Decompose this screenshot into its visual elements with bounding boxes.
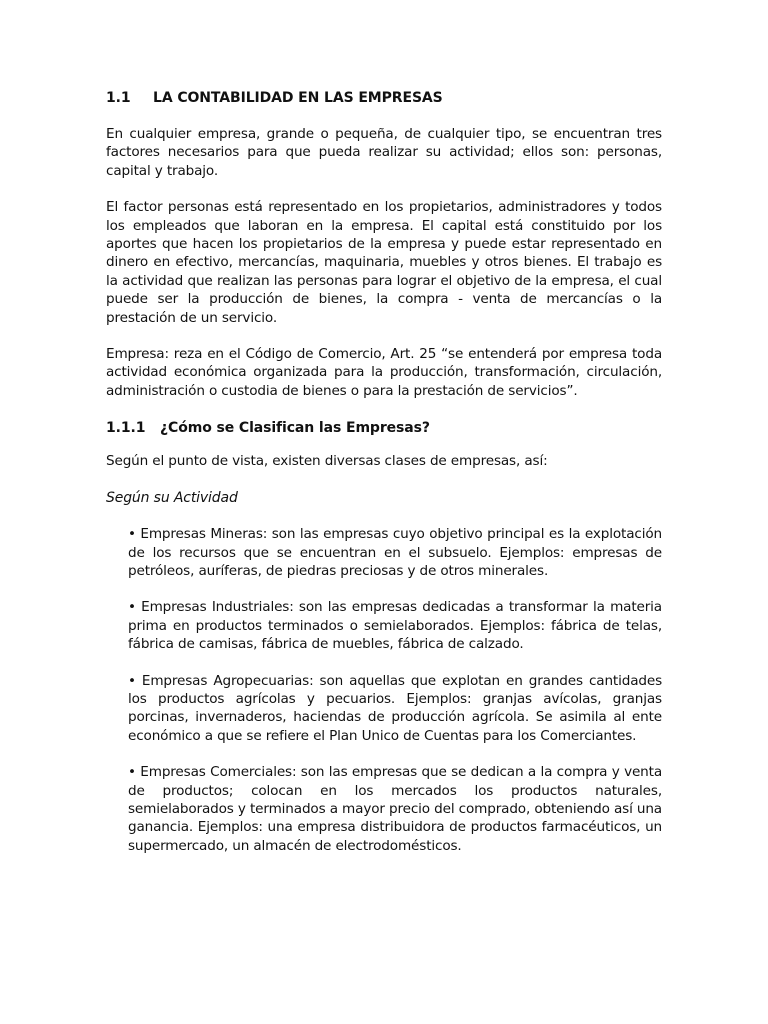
paragraph-factors: En cualquier empresa, grande o pequeña, de cualquier tipo, se encuentran tres factores necesarios para que pueda realizar su actividad; ellos son: personas, capital y trabajo. [106, 126, 662, 179]
subsection-number: 1.1.1 [106, 420, 146, 437]
paragraph-personas-capital-trabajo: El factor personas está representado en los propietarios, administradores y todos los empleados que laboran en la empresa. El capital está constituido por los aportes que hacen los propietarios de la empresa y puede estar representado en dinero en efectivo, mercancías, maquinaria, muebles y otros bienes. El trabajo es la actividad que realizan las personas para lograr el objetivo de la empresa, el cual puede ser la producción de bienes, la compra - venta de mercancías o la prestación de un servicio. [106, 199, 662, 326]
document-page [106, 88, 662, 855]
company-type-list [128, 525, 662, 855]
section-title: LA CONTABILIDAD EN LAS EMPRESAS [153, 90, 443, 106]
section-number: 1.1 [106, 90, 131, 106]
list-item-comerciales: • Empresas Comerciales: son las empresas que se dedican a la compra y venta de productos; colocan en los mercados los productos naturales, semielaborados y terminados a mayor precio del comprado, obteniendo así una ganancia. Ejemplos: una empresa distribuidora de productos farmacéuticos, un supermercado, un almacén de electrodomésticos. [128, 764, 662, 854]
subsection-title: ¿Cómo se Clasifican las Empresas? [160, 420, 430, 437]
list-item-industriales: • Empresas Industriales: son las empresas dedicadas a transformar la materia prima en productos terminados o semielaborados. Ejemplos: fábrica de telas, fábrica de camisas, fábrica de muebles, fábrica de calzado. [128, 599, 662, 653]
section-heading [106, 88, 662, 108]
list-item-agropecuarias: • Empresas Agropecuarias: son aquellas que explotan en grandes cantidades los productos agrícolas y pecuarios. Ejemplos: granjas avícolas, granjas porcinas, invernaderos, haciendas de producción agrícola. Se asimila al ente económico a que se refiere el Plan Unico de Cuentas para los Comerciantes. [128, 672, 662, 744]
list-item-mineras: • Empresas Mineras: son las empresas cuyo objetivo principal es la explotación de los recursos que se encuentran en el subsuelo. Ejemplos: empresas de petróleos, auríferas, de piedras preciosas y de otros minerales. [128, 526, 662, 579]
category-title: Según su Actividad [106, 489, 238, 506]
subsection-heading [106, 418, 662, 438]
paragraph-empresa-definition: Empresa: reza en el Código de Comercio, Art. 25 “se entenderá por empresa toda actividad económica organizada para la producción, transformación, circulación, administración o custodia de bienes o para la prestación de servicios”. [106, 346, 662, 399]
intro-text: Según el punto de vista, existen diversas clases de empresas, así: [106, 453, 548, 470]
